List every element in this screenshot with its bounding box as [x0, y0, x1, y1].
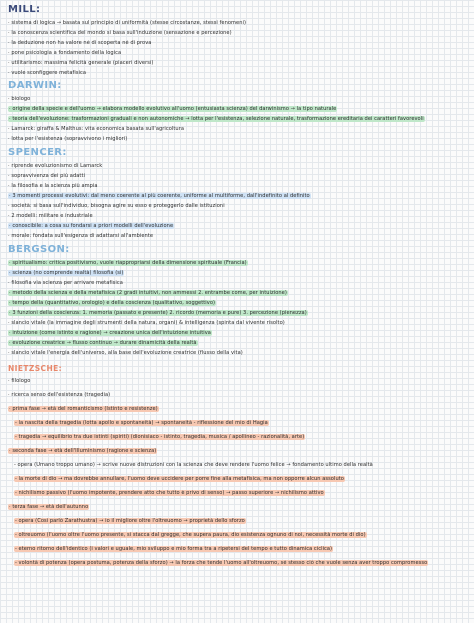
nietzsche-line-text: · prima fase → età del romanticismo (Istinto e resistenze)	[9, 406, 158, 412]
mill-line: · pone psicologia a fondamento della logica	[8, 50, 122, 56]
mill-line: · sistema di logica → basata sul principio di uniformità (stesse circostanze, stessi fenomeni)	[8, 20, 247, 26]
nietzsche-line-text: - la nascita della tragedia (lotta apollo e spontaneità) → spontaneità - riflessione del mio di Hagia	[15, 420, 268, 426]
bergson-line-text: · 3 funzioni della coscienza: 1. memoria (passato e presente) 2. ricordo (memoria e pure) 3. percezione (pienezza)	[9, 310, 307, 316]
nietzsche-line: · filologo	[8, 378, 31, 384]
nietzsche-line	[8, 448, 470, 454]
spencer-line: · riprende evoluzionismo di Lamarck	[8, 163, 103, 169]
nietzsche-line	[14, 434, 470, 440]
spencer-line: · la filosofia e la scienza più ampia	[8, 183, 98, 189]
nietzsche-line	[14, 546, 470, 552]
spencer-line: · 2 modelli: militare e industriale	[8, 213, 93, 219]
darwin-line: · Lamarck: giraffa & Malthus: vita economica basata sull'agricoltura	[8, 126, 185, 132]
darwin-line	[8, 106, 470, 112]
nietzsche-line: - opera (Umano troppo umano) → scrive nuove distruzioni con la scienza che deve rendere l'uomo felice → fondamento ultimo della realtà	[14, 462, 373, 468]
nietzsche-line-text: - volontà di potenza (opera postuma, potenza della sforzo) → la forza che tende l'uomo all'oltreuomo, sé stesso ciò che vuole senza aver troppo compromesso	[15, 560, 428, 566]
nietzsche-line	[14, 518, 470, 524]
darwin-line-text: · origine della specie e dell'uomo → elabora modello evolutivo all'uomo (entusiasta scienza) del darwinismo → la tipo naturale	[9, 106, 337, 112]
darwin-line	[8, 116, 470, 122]
nietzsche-line	[8, 504, 470, 510]
bergson-line	[8, 270, 470, 276]
nietzsche-line: · ricerca senso dell'esistenza (tragedia)	[8, 392, 111, 398]
heading-mill: MILL:	[8, 4, 41, 15]
nietzsche-line	[14, 490, 470, 496]
bergson-line: · filosofia via scienza per arrivare metafisica	[8, 280, 123, 286]
nietzsche-line-text: - oltreuomo (l'uomo oltre l'uomo presente, si stacca dal gregge, che supera paura, dio esistenza ognuno di noi, necessità morte di dio)	[15, 532, 366, 538]
bergson-line: · slancio vitale l'energia dell'universo, alla base dell'evoluzione creatrice (flusso della vita)	[8, 350, 243, 356]
bergson-line-text: · metodo della scienza e della metafisica (2 gradi intuitivi, non ammessi 2. entrambe come, per intuizione)	[9, 290, 287, 296]
heading-darwin: DARWIN:	[8, 80, 62, 91]
bergson-line	[8, 310, 470, 316]
bergson-line-text: · tempo della (quantitativo, orologio) e della coscienza (qualitativo, soggettivo)	[9, 300, 216, 306]
bergson-line-text: · intuizione (come istinto e ragione) → creazione unica dell'intuizione intuitiva	[9, 330, 211, 336]
nietzsche-line-text: - nichilismo passivo (l'uomo impotente, prendere atto che tutto è privo di senso) → passo superiore → nichilismo attivo	[15, 490, 324, 496]
nietzsche-line-text: - tragedia → equilibrio tra due istinti (spiriti) (dionisiaco - istinto, tragedia, musica / apollineo - razionalità, arte)	[15, 434, 305, 440]
bergson-line-text: · evoluzione creatrice → flusso continuo → durare dinamicità della realtà	[9, 340, 197, 346]
bergson-line	[8, 290, 470, 296]
bergson-line	[8, 330, 470, 336]
spencer-line: · morale: fondata sull'esigenza di adattarsi all'ambiente	[8, 233, 154, 239]
nietzsche-line-text: · seconda fase → età dell'Illuminismo (ragione e scienza)	[9, 448, 157, 454]
nietzsche-line	[8, 406, 470, 412]
heading-nietzsche: NIETZSCHE:	[8, 364, 63, 373]
bergson-line	[8, 340, 470, 346]
spencer-line	[8, 223, 470, 229]
mill-line: · utilitarismo: massima felicità generale (piaceri diversi)	[8, 60, 154, 66]
nietzsche-line	[14, 420, 470, 426]
nietzsche-line-text: - eterno ritorno dell'identico (i valori e uguale, mio sviluppo e mio forma tra a ripetersi del tempo e tutto dinamica ciclica)	[15, 546, 333, 552]
darwin-line-text: · teoria dell'evoluzione: trasformazioni graduali e non autonomiche → lotta per l'esistenza, selezione naturale, trasformazione ereditaria dei caratteri favorevoli	[9, 116, 424, 122]
bergson-line	[8, 300, 470, 306]
mill-line: · la conoscenza scientifica del mondo si basa sull'induzione (sensazione e percezione)	[8, 30, 232, 36]
bergson-line: · slancio vitale (la immagine degli strumenti della natura, organi) & intelligenza (spinta dal vivente risolto)	[8, 320, 285, 326]
darwin-line: · biologo	[8, 96, 31, 102]
spencer-line: · società: si basa sull'individuo, bisogna agire su esso e proteggerlo dalle istituzioni	[8, 203, 225, 209]
darwin-line: · lotta per l'esistenza (sopravvivono i migliori)	[8, 136, 128, 142]
nietzsche-line	[14, 560, 470, 566]
mill-line: · vuole sconfiggere metafisica	[8, 70, 87, 76]
mill-line: · la deduzione non ha valore né di scoperta né di prova	[8, 40, 152, 46]
nietzsche-line-text: · terza fase → età dell'autunno	[9, 504, 89, 510]
nietzsche-line	[14, 476, 470, 482]
bergson-line-text: · spiritualismo: critica positivismo, vuole riappropriarsi della dimensione spirituale (Francia)	[9, 260, 247, 266]
bergson-line-text: · scienza (no comprende realtà) filosofia (sì)	[9, 270, 124, 276]
heading-spencer: SPENCER:	[8, 147, 67, 158]
nietzsche-line-text: - opera (Così parlò Zarathustra) → io il migliore oltre l'oltreuomo → proprietà dello sforzo	[15, 518, 245, 524]
spencer-line-text: · 3 momenti processi evolutivi: dal meno coerente al più coerente, uniforme al multiforme, dall'indefinito al definito	[9, 193, 310, 199]
nietzsche-line	[14, 532, 470, 538]
spencer-line	[8, 193, 470, 199]
spencer-line-text: · conoscibile: a cosa su fondarsi a priori modelli dell'evoluzione	[9, 223, 174, 229]
spencer-line: · sopravvivenza dei più adatti	[8, 173, 85, 179]
nietzsche-line-text: - la morte di dio → ma dovrebbe annullare, l'uomo deve uccidere per porre fine alla metafisica, ma non opporre alcun assoluto	[15, 476, 344, 482]
heading-bergson: BERGSON:	[8, 244, 70, 255]
bergson-line	[8, 260, 470, 266]
